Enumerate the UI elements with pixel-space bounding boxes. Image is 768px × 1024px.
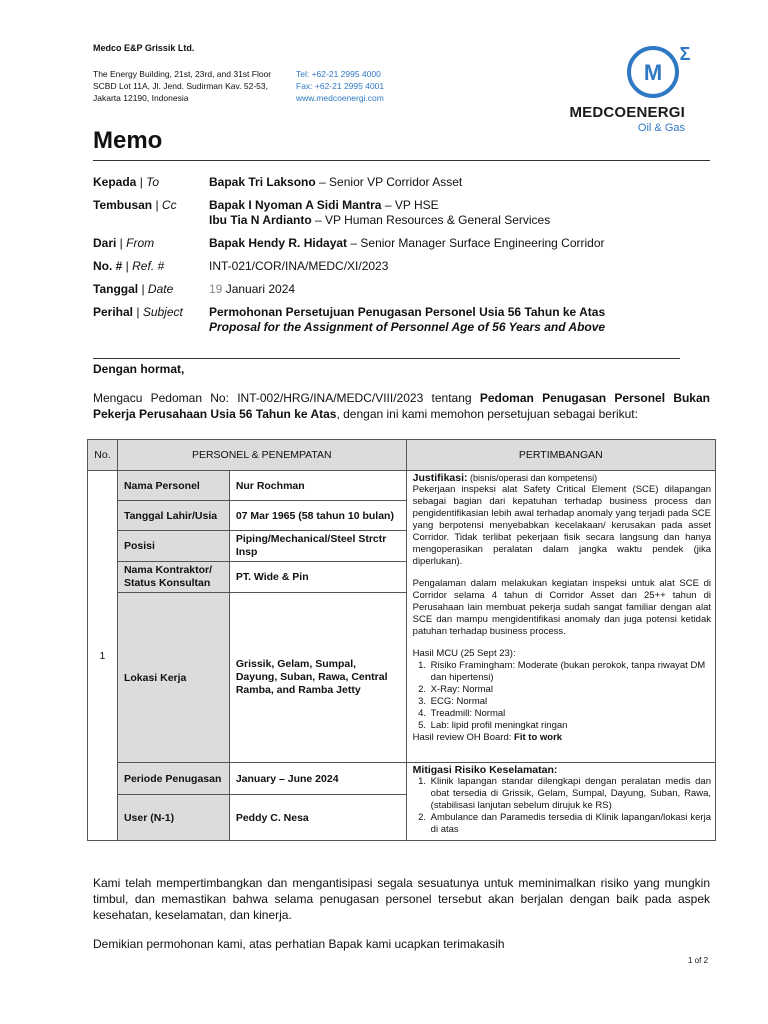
cc-name: Bapak I Nyoman A Sidi Mantra — [209, 198, 382, 212]
list-item: 2. Ambulance dan Paramedis tersedia di Klinik lapangan/lokasi kerja di atas — [429, 812, 711, 836]
field-value: January – June 2024 — [229, 763, 406, 795]
label: Tembusan — [93, 198, 153, 212]
field-value: Nur Rochman — [229, 471, 406, 501]
medcoenergi-logo — [569, 38, 715, 138]
header-personel: PERSONEL & PENEMPATAN — [117, 440, 406, 471]
date-day: 19 — [209, 282, 223, 296]
logo-mark-letter: M — [643, 60, 663, 85]
field-label: Posisi — [117, 531, 229, 562]
divider — [93, 358, 680, 359]
justifikasi-note: (bisnis/operasi dan kompetensi) — [467, 473, 598, 483]
subject-en: Proposal for the Assignment of Personnel Age of 56 Years and Above — [209, 320, 606, 334]
table-row — [88, 471, 716, 501]
field-value: 07 Mar 1965 (58 tahun 10 bulan) — [229, 501, 406, 531]
field-label: Nama Personel — [117, 471, 229, 501]
label: Tanggal — [93, 282, 139, 296]
cc-name: Ibu Tia N Ardianto — [209, 213, 312, 227]
field-label: Nama Kontraktor/ Status Konsultan — [117, 562, 229, 593]
field-value: Peddy C. Nesa — [229, 795, 406, 841]
closing-paragraph: Kami telah mempertimbangkan dan mengantisipasi segala sesuatunya untuk meminimalkan risiko yang mungkin timbul, dan memastikan bahwa selama penugasan personel tersebut akan berjalan dengan baik pada aspek kesehatan, keselamatan, dan kinerja. — [93, 876, 710, 922]
header-to: Kepada | To Bapak Tri Laksono – Senior VP Corridor Asset — [93, 175, 463, 189]
assignment-table — [87, 439, 716, 841]
address-line: SCBD Lot 11A, Jl. Jend. Sudirman Kav. 52-53, — [93, 81, 268, 91]
header-pertimbangan: PERTIMBANGAN — [406, 440, 715, 471]
closing-thanks: Demikian permohonan kami, atas perhatian Bapak kami ucapkan terimakasih — [93, 937, 505, 951]
justifikasi-paragraph: Pekerjaan inspeksi alat Safety Critical Element (SCE) dilapangan sebagai bagian dari kepatuhan terhadap business process dan pengidentifikasian lebih awal terhadap anomaly yang terjadi pada SCE yang berpotensi menyebabkan kecelakaan/ kerusakan pada asset Corridor. Tidak terlibat pekerjaan fisik secara langsung dan hanya mengoperasikan peralatan dalam jangka waktu pendek (jika diperlukan). — [412, 484, 711, 567]
mcu-title: Hasil MCU (25 Sept 23): — [412, 648, 516, 659]
label: Kepada — [93, 175, 137, 189]
contact-fax: Fax: +62-21 2995 4001 — [296, 81, 385, 91]
logo-sigma: Σ — [679, 44, 691, 64]
address-line: Jakarta 12190, Indonesia — [93, 93, 189, 103]
field-label: Lokasi Kerja — [117, 593, 229, 763]
company-address — [93, 68, 271, 104]
justifikasi-paragraph: Pengalaman dalam melakukan kegiatan inspeksi untuk alat SCE di Corridor selama 4 tahun di Corridor Asset dan 25++ tahun di Perusahaan lain membuat pekerja sudah sangat familiar dengan alat SCE dan mampu mengidentifikasi anomaly dan juga potensi ketidak patuhan terhadap business process. — [412, 578, 711, 637]
mcu-list — [429, 660, 711, 732]
table-row — [88, 763, 716, 795]
field-label: User (N-1) — [117, 795, 229, 841]
address-line: The Energy Building, 21st, 23rd, and 31st Floor — [93, 69, 272, 79]
field-label: Periode Penugasan — [117, 763, 229, 795]
intro-paragraph: Mengacu Pedoman No: INT-002/HRG/INA/MEDC/VIII/2023 tentang Pedoman Penugasan Personel Bukan Pekerja Perusahaan Usia 56 Tahun ke Atas, dengan ini kami memohon persetujuan sebagai berikut: — [93, 391, 710, 421]
field-value: PT. Wide & Pin — [229, 562, 406, 593]
ref-number: INT-021/COR/INA/MEDC/XI/2023 — [209, 259, 389, 273]
mitigasi-cell — [406, 763, 715, 841]
label: Perihal — [93, 305, 134, 319]
header-date: Tanggal | Date 19 Januari 2024 — [93, 282, 296, 296]
field-value: Grissik, Gelam, Sumpal, Dayung, Suban, Rawa, Central Ramba, and Ramba Jetty — [229, 593, 406, 763]
recipient-name: Bapak Tri Laksono — [209, 175, 316, 189]
contact-tel: Tel: +62-21 2995 4000 — [296, 69, 381, 79]
greeting: Dengan hormat, — [93, 362, 185, 376]
memo-title: Memo — [93, 127, 163, 154]
table-header-row — [88, 440, 716, 471]
list-item: 4. Treadmill: Normal — [429, 708, 711, 720]
label: Dari — [93, 236, 117, 250]
field-value: Piping/Mechanical/Steel Strctr Insp — [229, 531, 406, 562]
header-no: No. — [88, 440, 118, 471]
header-from: Dari | From Bapak Hendy R. Hidayat – Senior Manager Surface Engineering Corridor — [93, 236, 605, 250]
logo-subtitle: Oil & Gas — [637, 122, 685, 134]
logo-mark-icon — [627, 42, 697, 104]
company-contact — [296, 68, 384, 104]
header-cc: Tembusan | Cc Bapak I Nyoman A Sidi Mantra – VP HSE Ibu Tia N Ardianto – VP Human Resources & General Services — [93, 198, 551, 227]
row-number: 1 — [88, 471, 118, 841]
subject-id: Permohonan Persetujuan Penugasan Personel Usia 56 Tahun ke Atas — [209, 305, 606, 319]
justifikasi-cell — [406, 471, 715, 763]
list-item: 1. Klinik lapangan standar dilengkapi dengan peralatan medis dan obat tersedia di Grissik, Gelam, Sumpal, Dayung, Suban, Rawa, (stabilisasi lanjutan sebelum dirujuk ke RS) — [429, 776, 711, 812]
contact-website[interactable]: www.medcoenergi.com — [296, 93, 384, 103]
oh-review: Hasil review OH Board: Fit to work — [412, 732, 563, 743]
header-subject: Perihal | Subject Permohonan Persetujuan Penugasan Personel Usia 56 Tahun ke Atas Proposal for the Assignment of Personnel Age of 56 Years and Above — [93, 305, 709, 335]
mitigasi-title: Mitigasi Risiko Keselamatan: — [412, 764, 558, 776]
list-item: 3. ECG: Normal — [429, 696, 711, 708]
memo-header — [93, 175, 709, 343]
mitigasi-list — [429, 776, 711, 836]
sender-name: Bapak Hendy R. Hidayat — [209, 236, 348, 250]
header-ref: No. # | Ref. # INT-021/COR/INA/MEDC/XI/2023 — [93, 259, 709, 274]
field-label: Tanggal Lahir/Usia — [117, 501, 229, 531]
company-name: Medco E&P Grissik Ltd. — [93, 43, 195, 53]
list-item: 1. Risiko Framingham: Moderate (bukan perokok, tanpa riwayat DM dan hipertensi) — [429, 660, 711, 684]
list-item: 2. X-Ray: Normal — [429, 684, 711, 696]
logo-name: MEDCOENERGI — [569, 104, 685, 121]
list-item: 5. Lab: lipid profil meningkat ringan — [429, 720, 711, 732]
label: No. # — [93, 259, 123, 273]
justifikasi-title: Justifikasi: — [412, 472, 468, 484]
divider — [93, 160, 710, 161]
page-number: 1 of 2 — [688, 956, 709, 965]
oh-result: Fit to work — [514, 732, 563, 743]
